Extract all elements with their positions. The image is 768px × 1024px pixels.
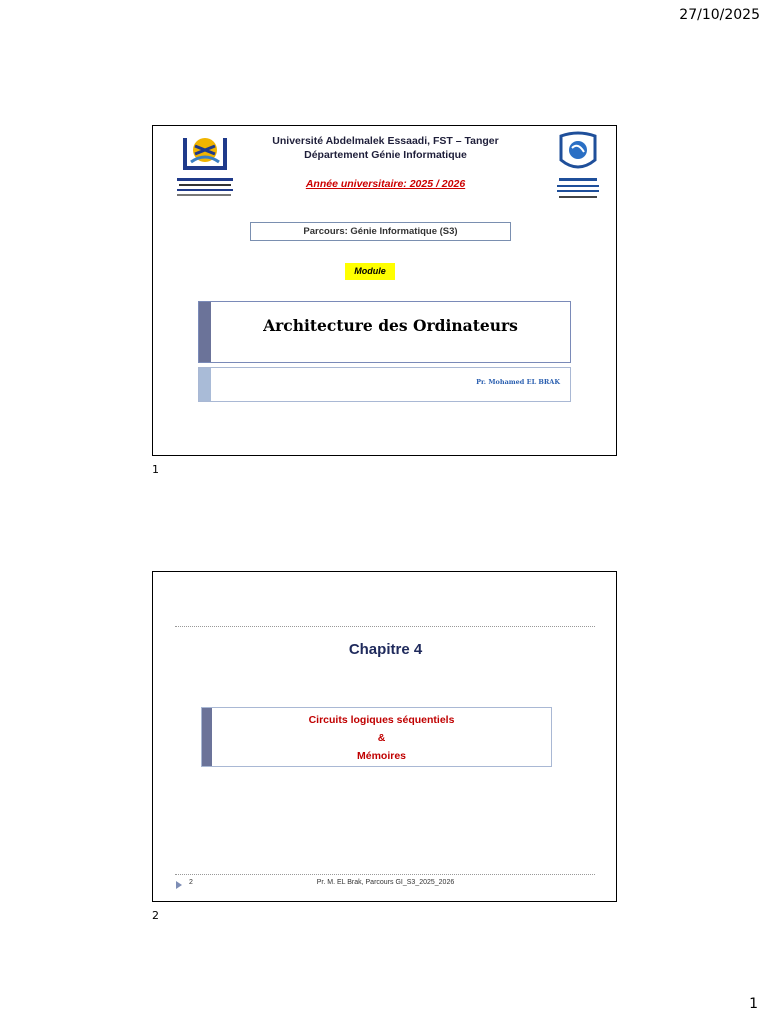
slide-footer-page: 2	[189, 879, 193, 886]
divider-top	[175, 626, 595, 627]
topic-accent-bar	[202, 708, 212, 766]
author-name: Pr. Mohamed EL BRAK	[476, 378, 560, 386]
title-accent-bar	[199, 302, 211, 362]
author-box	[198, 367, 571, 402]
slide-2	[152, 571, 617, 902]
topic-line-2: &	[377, 732, 386, 744]
topic-line-3: Mémoires	[356, 750, 407, 762]
slide-footer-text: Pr. M. EL Brak, Parcours GI_S3_2025_2026	[316, 879, 455, 886]
parcours-label: Parcours: Génie Informatique (S3)	[250, 222, 511, 241]
print-date: 27/10/2025	[679, 7, 760, 23]
course-title: Architecture des Ordinateurs	[263, 316, 518, 335]
divider-bottom	[175, 874, 595, 875]
module-badge: Module	[345, 263, 395, 280]
slide-1	[152, 125, 617, 456]
university-name: Université Abdelmalek Essaadi, FST – Tanger	[272, 135, 499, 147]
academic-year: Année universitaire: 2025 / 2026	[305, 178, 466, 190]
department-name: Département Génie Informatique	[304, 149, 467, 161]
print-page-number: 1	[749, 996, 758, 1012]
slide-number-label: 2	[152, 909, 159, 922]
chapter-title: Chapitre 4	[348, 641, 423, 658]
title-box	[198, 301, 571, 363]
topic-box	[201, 707, 552, 767]
author-accent-bar	[199, 368, 211, 401]
topic-line-1: Circuits logiques séquentiels	[308, 714, 455, 726]
slide-number-label: 1	[152, 463, 159, 476]
